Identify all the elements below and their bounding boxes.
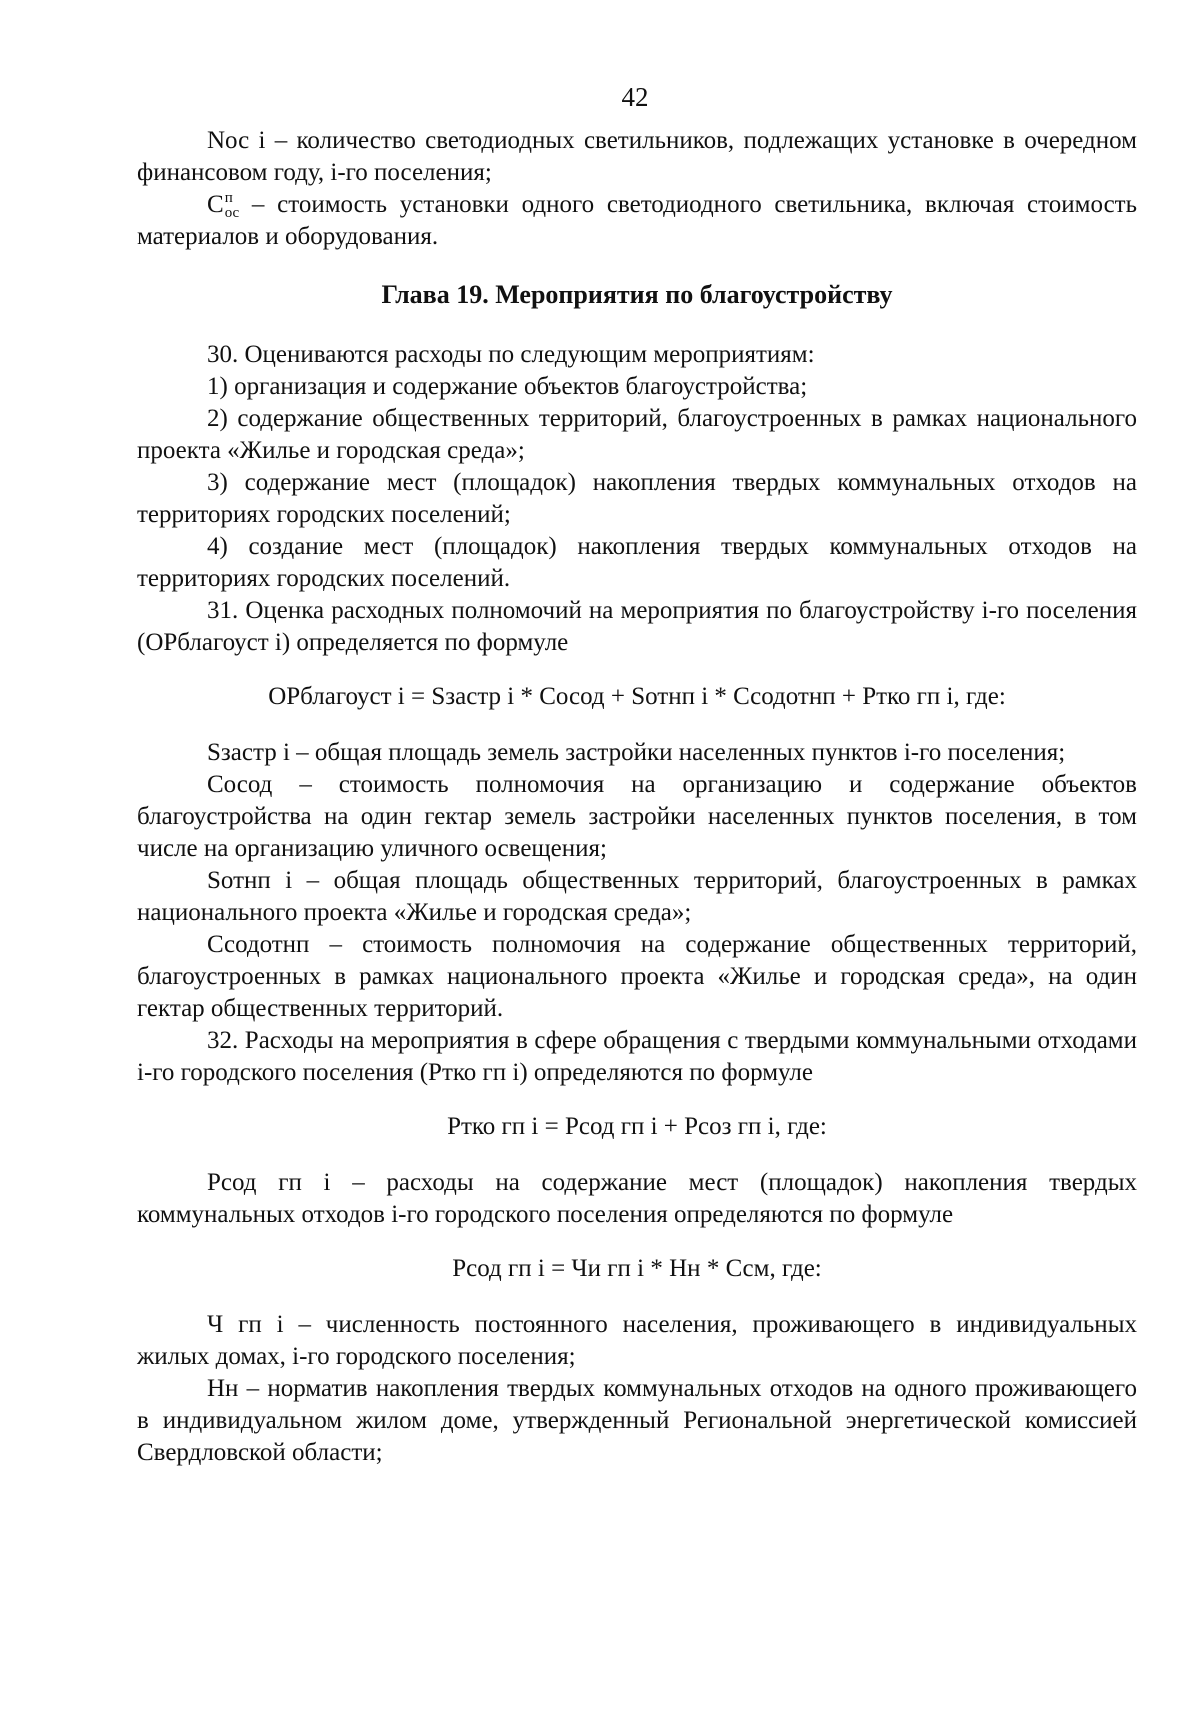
list-item-2: 2) содержание общественных территорий, благоустроенных в рамках национального проекта «Жилье и городская среда»; xyxy=(137,405,1137,465)
definition-szastr: Sзастр i – общая площадь земель застройки населенных пунктов i-го поселения; xyxy=(207,739,1066,767)
coc-definition-text: – стоимость установки одного светодиодного светильника, включая стоимость материалов и оборудования. xyxy=(137,191,1137,251)
formula-orblagoust: ОРблагоуст i = Sзастр i * Сосод + Sотнп i * Ссодотнп + Ртко гп i, где: xyxy=(268,683,1006,711)
symbol-superscript: п xyxy=(224,190,233,207)
paragraph-coc-definition xyxy=(137,189,1137,253)
symbol-indices xyxy=(225,191,240,221)
definition-rsod: Рсод гп i – расходы на содержание мест (площадок) накопления твердых коммунальных отходов i-го городского поселения определяются по формуле xyxy=(137,1169,1137,1229)
symbol-subscript: ос xyxy=(224,205,240,222)
symbol-base: C xyxy=(207,191,224,218)
chapter-heading: Глава 19. Мероприятия по благоустройству xyxy=(381,280,893,310)
definition-sotnp: Sотнп i – общая площадь общественных территорий, благоустроенных в рамках национального проекта «Жилье и городская среда»; xyxy=(137,867,1137,927)
formula-rsod: Рсод гп i = Чи гп i * Нн * Ссм, где: xyxy=(452,1255,822,1283)
definition-cosod: Сосод – стоимость полномочия на организацию и содержание объектов благоустройства на один гектар земель застройки населенных пунктов поселения, в том числе на организацию уличного освещения; xyxy=(137,771,1137,863)
list-item-1: 1) организация и содержание объектов благоустройства; xyxy=(207,373,808,401)
list-item-4: 4) создание мест (площадок) накопления твердых коммунальных отходов на территориях городских поселений. xyxy=(137,533,1137,593)
list-item-3: 3) содержание мест (площадок) накопления твердых коммунальных отходов на территориях городских поселений; xyxy=(137,469,1137,529)
paragraph-noc-definition: Nос i – количество светодиодных светильников, подлежащих установке в очередном финансовом году, i-го поселения; xyxy=(137,127,1137,186)
paragraph-30: 30. Оцениваются расходы по следующим мероприятиям: xyxy=(207,341,815,369)
definition-ch: Ч гп i – численность постоянного населения, проживающего в индивидуальных жилых домах, i-го городского поселения; xyxy=(137,1311,1137,1371)
document-body xyxy=(137,125,1137,1469)
definition-nn: Нн – норматив накопления твердых коммунальных отходов на одного проживающего в индивидуальном жилом доме, утвержденный Региональной энергетической комиссией Свердловской области; xyxy=(137,1375,1137,1467)
symbol-c-oc xyxy=(207,189,239,221)
paragraph-31: 31. Оценка расходных полномочий на мероприятия по благоустройству i-го поселения (ОРблагоуст i) определяется по формуле xyxy=(137,597,1137,657)
paragraph-32: 32. Расходы на мероприятия в сфере обращения с твердыми коммунальными отходами i-го городского поселения (Ртко гп i) определяются по формуле xyxy=(137,1027,1137,1087)
definition-csodotnp: Ссодотнп – стоимость полномочия на содержание общественных территорий, благоустроенных в рамках национального проекта «Жилье и городская среда», на один гектар общественных территорий. xyxy=(137,931,1137,1023)
formula-rtko: Ртко гп i = Рсод гп i + Рсоз гп i, где: xyxy=(447,1113,827,1141)
page-number: 42 xyxy=(621,82,649,112)
